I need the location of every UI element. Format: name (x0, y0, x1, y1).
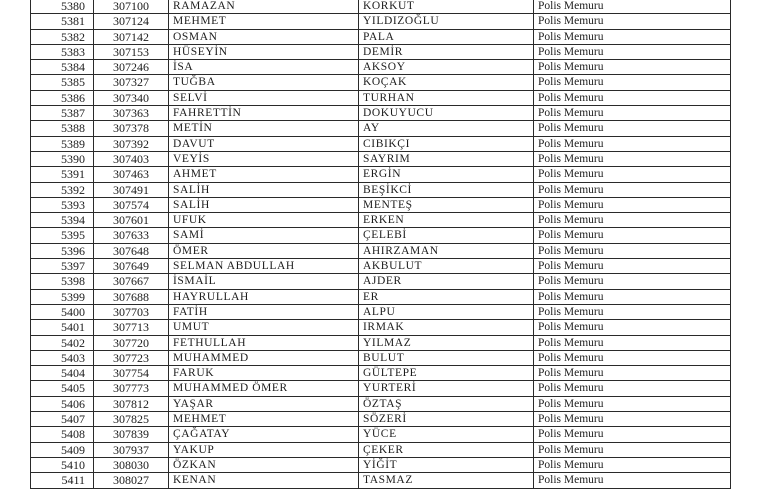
last-name-cell: MENTEŞ (359, 197, 534, 212)
title-cell: Polis Memuru (534, 197, 731, 212)
row-number-cell: 5382 (31, 29, 94, 44)
row-number-cell: 5410 (31, 457, 94, 472)
title-cell: Polis Memuru (534, 151, 731, 166)
row-number-cell: 5404 (31, 366, 94, 381)
title-cell: Polis Memuru (534, 350, 731, 365)
title-cell: Polis Memuru (534, 412, 731, 427)
registry-number-cell: 307839 (94, 427, 169, 442)
table-row (31, 29, 731, 44)
last-name-cell: AKBULUT (359, 259, 534, 274)
table-row (31, 274, 731, 289)
row-number-cell: 5409 (31, 442, 94, 457)
first-name-cell: HAYRULLAH (169, 289, 359, 304)
table-row (31, 44, 731, 59)
table-row (31, 350, 731, 365)
last-name-cell: ÇEKER (359, 442, 534, 457)
table-row (31, 60, 731, 75)
row-number-cell: 5411 (31, 473, 94, 488)
registry-number-cell: 307688 (94, 289, 169, 304)
table-row (31, 121, 731, 136)
row-number-cell: 5383 (31, 44, 94, 59)
first-name-cell: OSMAN (169, 29, 359, 44)
title-cell: Polis Memuru (534, 106, 731, 121)
table-row (31, 243, 731, 258)
registry-number-cell: 307340 (94, 90, 169, 105)
last-name-cell: TURHAN (359, 90, 534, 105)
row-number-cell: 5387 (31, 106, 94, 121)
registry-number-cell: 307363 (94, 106, 169, 121)
registry-number-cell: 307937 (94, 442, 169, 457)
registry-number-cell: 307246 (94, 60, 169, 75)
registry-number-cell: 307703 (94, 304, 169, 319)
row-number-cell: 5399 (31, 289, 94, 304)
row-number-cell: 5395 (31, 228, 94, 243)
row-number-cell: 5397 (31, 259, 94, 274)
first-name-cell: İSMAİL (169, 274, 359, 289)
registry-number-cell: 307574 (94, 197, 169, 212)
table-row (31, 167, 731, 182)
first-name-cell: MUHAMMED (169, 350, 359, 365)
first-name-cell: TUĞBA (169, 75, 359, 90)
table-row (31, 473, 731, 488)
row-number-cell: 5403 (31, 350, 94, 365)
first-name-cell: DAVUT (169, 136, 359, 151)
registry-number-cell: 307723 (94, 350, 169, 365)
registry-number-cell: 307812 (94, 396, 169, 411)
row-number-cell: 5389 (31, 136, 94, 151)
title-cell: Polis Memuru (534, 182, 731, 197)
first-name-cell: RAMAZAN (169, 0, 359, 14)
table-row (31, 259, 731, 274)
first-name-cell: YAKUP (169, 442, 359, 457)
table-row (31, 304, 731, 319)
registry-number-cell: 307713 (94, 320, 169, 335)
first-name-cell: İSA (169, 60, 359, 75)
first-name-cell: KENAN (169, 473, 359, 488)
last-name-cell: BULUT (359, 350, 534, 365)
registry-number-cell: 307720 (94, 335, 169, 350)
row-number-cell: 5385 (31, 75, 94, 90)
last-name-cell: SÖZERİ (359, 412, 534, 427)
registry-number-cell: 307327 (94, 75, 169, 90)
table-row (31, 335, 731, 350)
row-number-cell: 5386 (31, 90, 94, 105)
title-cell: Polis Memuru (534, 427, 731, 442)
table-row (31, 14, 731, 29)
first-name-cell: UFUK (169, 213, 359, 228)
registry-number-cell: 307124 (94, 14, 169, 29)
row-number-cell: 5391 (31, 167, 94, 182)
last-name-cell: AKSOY (359, 60, 534, 75)
table-row (31, 197, 731, 212)
table-row (31, 412, 731, 427)
title-cell: Polis Memuru (534, 442, 731, 457)
row-number-cell: 5380 (31, 0, 94, 14)
table-row (31, 427, 731, 442)
registry-number-cell: 307403 (94, 151, 169, 166)
title-cell: Polis Memuru (534, 259, 731, 274)
first-name-cell: SELMAN ABDULLAH (169, 259, 359, 274)
registry-number-cell: 307773 (94, 381, 169, 396)
registry-number-cell: 307648 (94, 243, 169, 258)
registry-number-cell: 307649 (94, 259, 169, 274)
last-name-cell: YILMAZ (359, 335, 534, 350)
personnel-table (30, 0, 731, 489)
table-row (31, 381, 731, 396)
table-row (31, 106, 731, 121)
last-name-cell: KORKUT (359, 0, 534, 14)
first-name-cell: HÜSEYİN (169, 44, 359, 59)
title-cell: Polis Memuru (534, 14, 731, 29)
first-name-cell: ÖZKAN (169, 457, 359, 472)
title-cell: Polis Memuru (534, 44, 731, 59)
table-row (31, 442, 731, 457)
first-name-cell: VEYİS (169, 151, 359, 166)
row-number-cell: 5402 (31, 335, 94, 350)
last-name-cell: SAYRIM (359, 151, 534, 166)
title-cell: Polis Memuru (534, 213, 731, 228)
last-name-cell: ÇELEBİ (359, 228, 534, 243)
last-name-cell: ÖZTAŞ (359, 396, 534, 411)
table-row (31, 136, 731, 151)
first-name-cell: MEHMET (169, 412, 359, 427)
registry-number-cell: 307100 (94, 0, 169, 14)
title-cell: Polis Memuru (534, 29, 731, 44)
table-row (31, 366, 731, 381)
row-number-cell: 5394 (31, 213, 94, 228)
last-name-cell: TASMAZ (359, 473, 534, 488)
registry-number-cell: 307633 (94, 228, 169, 243)
row-number-cell: 5388 (31, 121, 94, 136)
title-cell: Polis Memuru (534, 228, 731, 243)
title-cell: Polis Memuru (534, 396, 731, 411)
title-cell: Polis Memuru (534, 167, 731, 182)
title-cell: Polis Memuru (534, 381, 731, 396)
last-name-cell: DOKUYUCU (359, 106, 534, 121)
last-name-cell: YILDIZOĞLU (359, 14, 534, 29)
registry-number-cell: 307601 (94, 213, 169, 228)
last-name-cell: ER (359, 289, 534, 304)
title-cell: Polis Memuru (534, 335, 731, 350)
row-number-cell: 5406 (31, 396, 94, 411)
table-body (31, 0, 731, 488)
title-cell: Polis Memuru (534, 121, 731, 136)
registry-number-cell: 307378 (94, 121, 169, 136)
table-row (31, 289, 731, 304)
registry-number-cell: 307667 (94, 274, 169, 289)
title-cell: Polis Memuru (534, 136, 731, 151)
first-name-cell: FETHULLAH (169, 335, 359, 350)
registry-number-cell: 307153 (94, 44, 169, 59)
row-number-cell: 5392 (31, 182, 94, 197)
first-name-cell: ÇAĞATAY (169, 427, 359, 442)
registry-number-cell: 307142 (94, 29, 169, 44)
row-number-cell: 5405 (31, 381, 94, 396)
first-name-cell: AHMET (169, 167, 359, 182)
title-cell: Polis Memuru (534, 320, 731, 335)
registry-number-cell: 307491 (94, 182, 169, 197)
title-cell: Polis Memuru (534, 75, 731, 90)
title-cell: Polis Memuru (534, 366, 731, 381)
first-name-cell: METİN (169, 121, 359, 136)
title-cell: Polis Memuru (534, 243, 731, 258)
last-name-cell: YİĞİT (359, 457, 534, 472)
first-name-cell: SALİH (169, 197, 359, 212)
last-name-cell: YÜCE (359, 427, 534, 442)
first-name-cell: SAMİ (169, 228, 359, 243)
row-number-cell: 5381 (31, 14, 94, 29)
first-name-cell: MUHAMMED ÖMER (169, 381, 359, 396)
table-row (31, 396, 731, 411)
last-name-cell: KOÇAK (359, 75, 534, 90)
first-name-cell: FATİH (169, 304, 359, 319)
first-name-cell: SALİH (169, 182, 359, 197)
table-row (31, 457, 731, 472)
first-name-cell: FARUK (169, 366, 359, 381)
title-cell: Polis Memuru (534, 60, 731, 75)
row-number-cell: 5398 (31, 274, 94, 289)
row-number-cell: 5384 (31, 60, 94, 75)
last-name-cell: GÜLTEPE (359, 366, 534, 381)
last-name-cell: AJDER (359, 274, 534, 289)
last-name-cell: BEŞİKCİ (359, 182, 534, 197)
last-name-cell: DEMİR (359, 44, 534, 59)
table-row (31, 75, 731, 90)
table-row (31, 151, 731, 166)
table-row (31, 0, 731, 14)
last-name-cell: AHIRZAMAN (359, 243, 534, 258)
last-name-cell: ALPU (359, 304, 534, 319)
table-row (31, 182, 731, 197)
row-number-cell: 5408 (31, 427, 94, 442)
first-name-cell: ÖMER (169, 243, 359, 258)
title-cell: Polis Memuru (534, 473, 731, 488)
registry-number-cell: 308030 (94, 457, 169, 472)
first-name-cell: MEHMET (169, 14, 359, 29)
title-cell: Polis Memuru (534, 457, 731, 472)
last-name-cell: IRMAK (359, 320, 534, 335)
registry-number-cell: 308027 (94, 473, 169, 488)
registry-number-cell: 307754 (94, 366, 169, 381)
row-number-cell: 5401 (31, 320, 94, 335)
registry-number-cell: 307392 (94, 136, 169, 151)
row-number-cell: 5407 (31, 412, 94, 427)
last-name-cell: ERKEN (359, 213, 534, 228)
row-number-cell: 5396 (31, 243, 94, 258)
row-number-cell: 5400 (31, 304, 94, 319)
last-name-cell: AY (359, 121, 534, 136)
last-name-cell: CIBIKÇI (359, 136, 534, 151)
title-cell: Polis Memuru (534, 0, 731, 14)
row-number-cell: 5390 (31, 151, 94, 166)
title-cell: Polis Memuru (534, 274, 731, 289)
table-row (31, 228, 731, 243)
last-name-cell: PALA (359, 29, 534, 44)
registry-number-cell: 307463 (94, 167, 169, 182)
registry-number-cell: 307825 (94, 412, 169, 427)
row-number-cell: 5393 (31, 197, 94, 212)
first-name-cell: YAŞAR (169, 396, 359, 411)
first-name-cell: SELVİ (169, 90, 359, 105)
title-cell: Polis Memuru (534, 304, 731, 319)
last-name-cell: ERGİN (359, 167, 534, 182)
table-row (31, 320, 731, 335)
last-name-cell: YURTERİ (359, 381, 534, 396)
title-cell: Polis Memuru (534, 90, 731, 105)
table-row (31, 213, 731, 228)
table-row (31, 90, 731, 105)
first-name-cell: UMUT (169, 320, 359, 335)
title-cell: Polis Memuru (534, 289, 731, 304)
first-name-cell: FAHRETTİN (169, 106, 359, 121)
